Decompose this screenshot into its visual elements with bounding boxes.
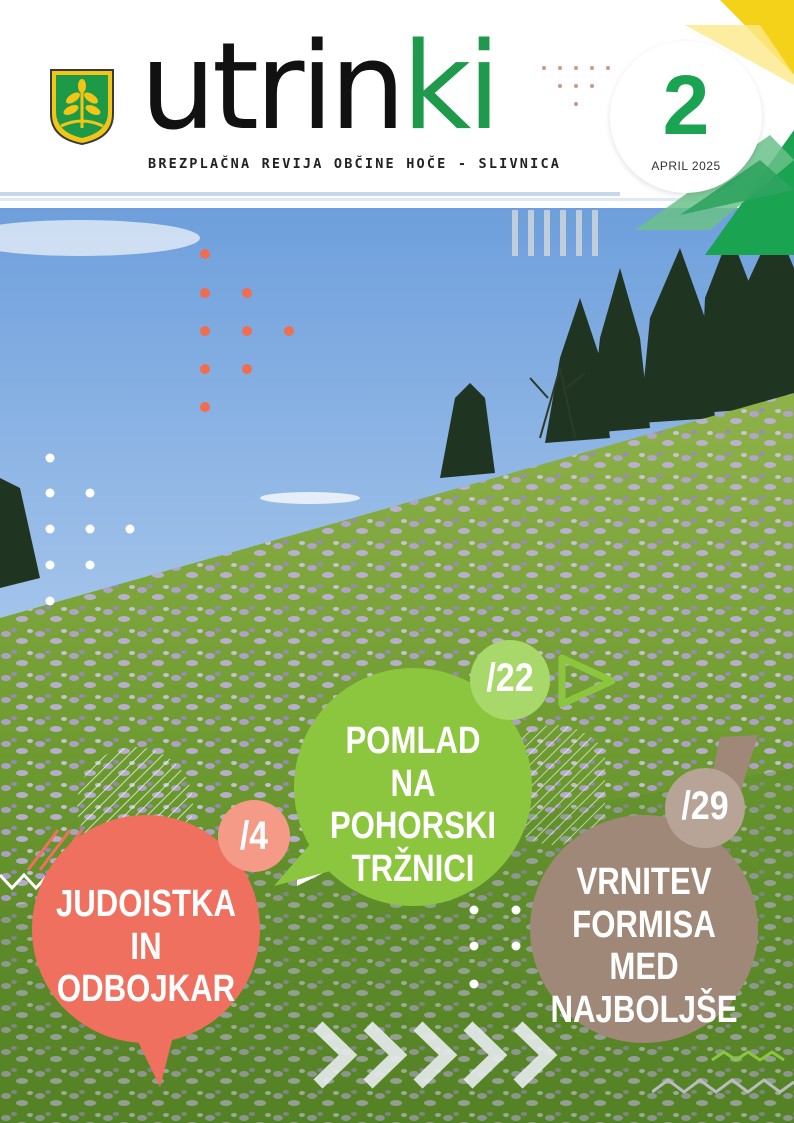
story-title: VRNITEV FORMISA MED NAJBOLJŠE [550, 861, 738, 1031]
issue-badge [610, 41, 762, 193]
orange-dots-decoration [195, 244, 305, 419]
page-number: /4 [239, 814, 269, 858]
play-triangle-icon [556, 652, 618, 710]
story-bubble-formis[interactable] [530, 815, 758, 1043]
bars-decoration [512, 210, 602, 256]
page-number: /29 [681, 784, 729, 828]
bubble-tail [120, 1025, 180, 1095]
magazine-title [140, 18, 497, 157]
chevron-right-icon [310, 1018, 560, 1093]
page-badge-4[interactable] [218, 800, 290, 872]
zigzag-right-decoration [652, 1050, 794, 1100]
dot-grid-decoration [538, 62, 618, 112]
page-number: /22 [486, 656, 534, 700]
story-title: POMLAD NA POHORSKI TRŽNICI [329, 720, 497, 890]
story-title: JUDOISTKA IN ODBOJKAR [55, 883, 237, 1011]
page-badge-29[interactable] [665, 768, 745, 848]
title-accent-text: ki [401, 18, 497, 157]
title-main-text: utrin [140, 18, 402, 157]
white-dots-decoration [40, 448, 140, 613]
issue-date: APRIL 2025 [651, 159, 721, 173]
municipal-coat-of-arms-icon [49, 68, 115, 146]
issue-number: 2 [662, 58, 710, 152]
page-badge-22[interactable] [470, 640, 550, 720]
magazine-subtitle: BREZPLAČNA REVIJA OBČINE HOČE - SLIVNICA [148, 156, 562, 172]
white-dots-right-decoration [466, 900, 526, 995]
